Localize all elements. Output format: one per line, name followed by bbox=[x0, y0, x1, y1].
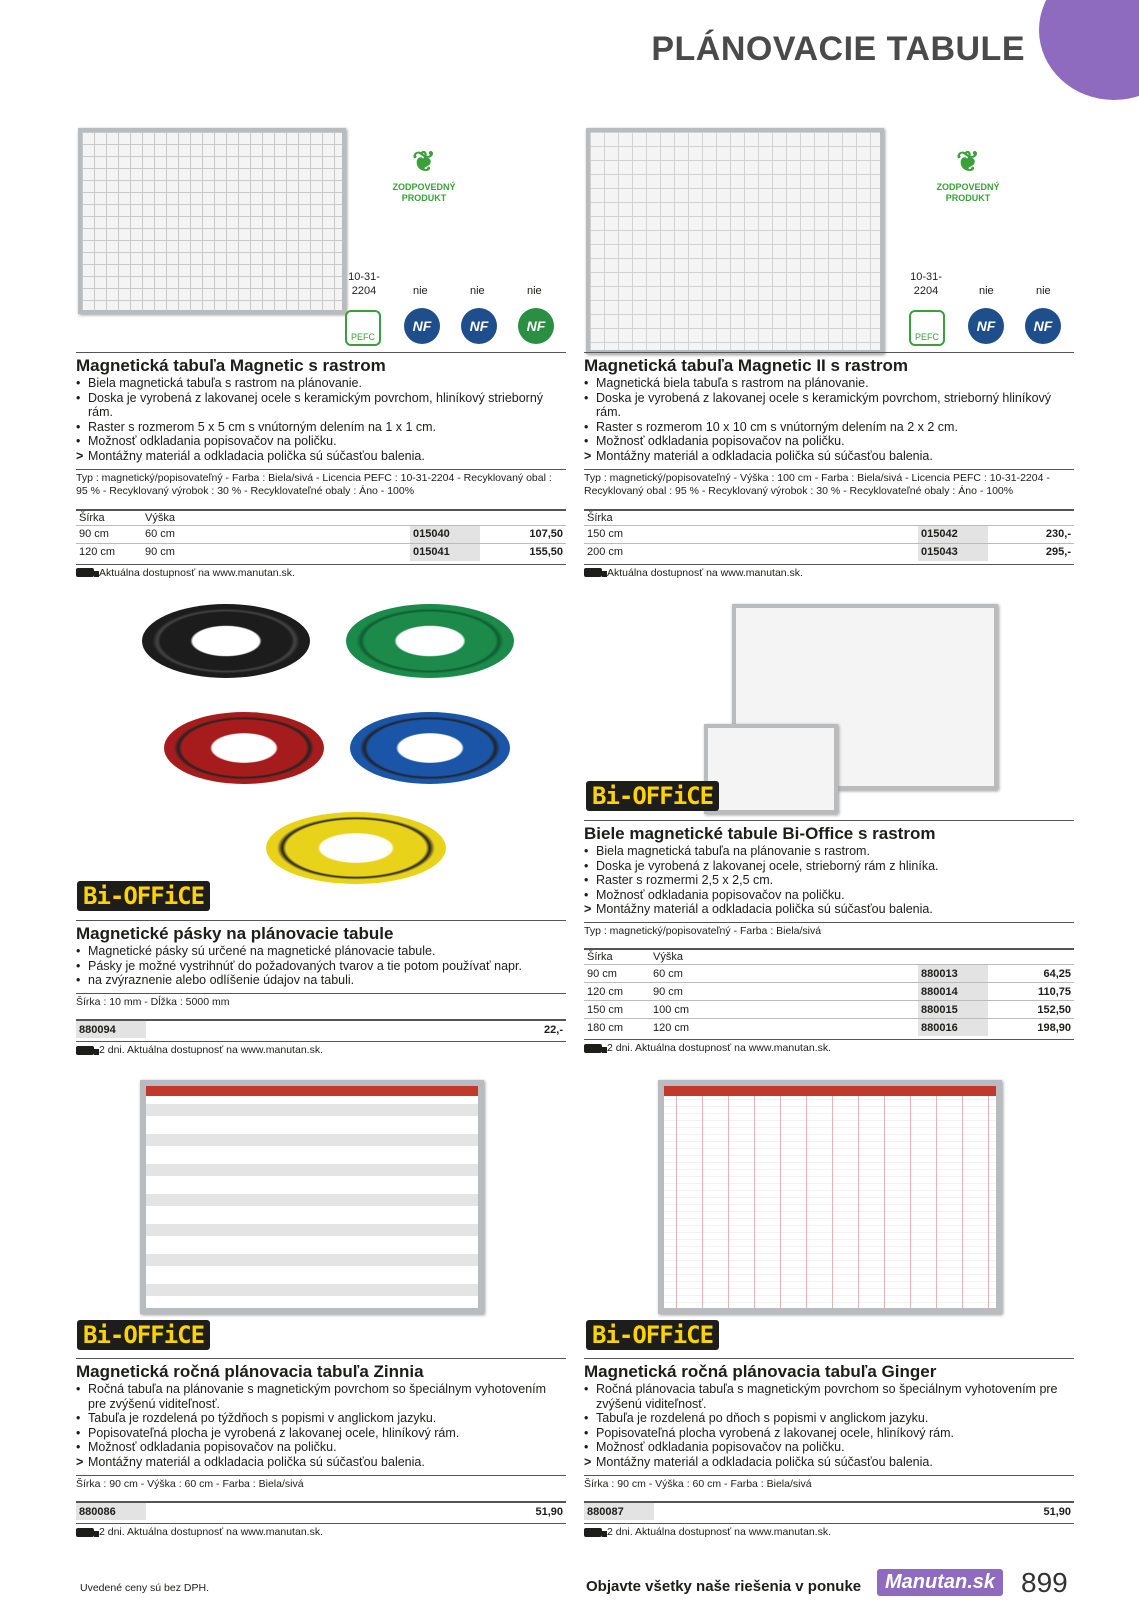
bullet-list bbox=[584, 376, 1074, 464]
page-number: 899 bbox=[1021, 1567, 1068, 1598]
table-row: 90 cm 60 cm 880013 64,25 bbox=[584, 965, 1074, 983]
table-row: 880087 51,90 bbox=[584, 1502, 1074, 1520]
price-table: Šírka Výška 90 cm 60 cm 880013 64,25 120 cm 90 cm 880014 110,75 150 cm 100 cm 880015 152,50 180 cm 120 cm 880016 198,90 bbox=[584, 948, 1074, 1036]
product-title: Magnetické pásky na plánovacie tabule bbox=[76, 920, 566, 944]
tape-roll-yellow bbox=[266, 812, 446, 884]
bullet: • Popisovateľná plocha je vyrobená z lakovanej ocele, hliníkový rám. bbox=[76, 1426, 566, 1441]
product-title: Magnetická tabuľa Magnetic II s rastrom bbox=[584, 352, 1074, 376]
bullet: • Možnosť odkladania popisovačov na poličku. bbox=[584, 1440, 1074, 1455]
table-row: 880094 22,- bbox=[76, 1020, 566, 1038]
nf-logo: NF bbox=[1025, 308, 1061, 344]
pefc-logo: PEFC bbox=[909, 310, 945, 346]
price-table: Šírka Výška 90 cm 60 cm 015040 107,50 120 cm 90 cm 015041 155,50 bbox=[76, 509, 566, 561]
price-table bbox=[76, 1019, 566, 1038]
brand-logo: Bi-OFFiCE bbox=[586, 781, 719, 811]
spec-line: Typ : magnetický/popisovateľný - Farba : Biela/sivá - Licencia PEFC : 10-31-2204 - Recyklovaný obal : 95 % - Recyklovaný výrobok : 30 % - Recyklovateľné obaly : Áno - 100% bbox=[76, 469, 566, 499]
bullet-list bbox=[76, 1382, 566, 1470]
product-block-p3 bbox=[76, 920, 566, 1056]
product-title: Magnetická ročná plánovacia tabuľa Zinnia bbox=[76, 1358, 566, 1382]
page-title: PLÁNOVACIE TABULE bbox=[651, 30, 1025, 68]
spec-line: Šírka : 90 cm - Výška : 60 cm - Farba : Biela/sivá bbox=[76, 1475, 566, 1492]
footer-cta: Objavte všetky naše riešenia v ponuke bbox=[586, 1578, 862, 1595]
product-block-p1 bbox=[76, 352, 566, 579]
brand-logo: Bi-OFFiCE bbox=[77, 881, 210, 911]
bullet: • na zvýraznenie alebo odlíšenie údajov na tabuli. bbox=[76, 973, 566, 988]
tape-roll-blue bbox=[350, 712, 510, 784]
nf-logo: NF bbox=[404, 308, 440, 344]
badge-value: nie bbox=[470, 285, 485, 297]
truck-icon bbox=[584, 1044, 602, 1053]
badge-value: nie bbox=[413, 285, 428, 297]
product-image-magnetic-ii bbox=[586, 128, 884, 354]
bullet: • Možnosť odkladania popisovačov na poličku. bbox=[584, 434, 1074, 449]
bullet: • Tabuľa je rozdelená po týždňoch s popismi v anglickom jazyku. bbox=[76, 1411, 566, 1426]
product-title: Magnetická ročná plánovacia tabuľa Ginger bbox=[584, 1358, 1074, 1382]
spec-line: Šírka : 90 cm - Výška : 60 cm - Farba : Biela/sivá bbox=[584, 1475, 1074, 1492]
table-row: 880086 51,90 bbox=[76, 1502, 566, 1520]
bullet: • Popisovateľná plocha vyrobená z lakovanej ocele, hliníkový rám. bbox=[584, 1426, 1074, 1441]
pefc-code: 10-31-2204 bbox=[910, 271, 942, 297]
bullet: • Doska je vyrobená z lakovanej ocele s keramickým povrchom, hliníkový strieborný rám. bbox=[76, 391, 566, 420]
badge-value: nie bbox=[979, 285, 994, 297]
plant-icon: ❦ bbox=[412, 146, 436, 177]
truck-icon bbox=[584, 568, 602, 577]
bullet: > Montážny materiál a odkladacia polička sú súčasťou balenia. bbox=[584, 449, 1074, 464]
spec-line: Typ : magnetický/popisovateľný - Farba : Biela/sivá bbox=[584, 922, 1074, 939]
bullet: • Magnetická biela tabuľa s rastrom na plánovanie. bbox=[584, 376, 1074, 391]
product-image-board-small bbox=[704, 724, 838, 814]
bullet: • Možnosť odkladania popisovačov na poličku. bbox=[584, 888, 1074, 903]
badge-value: nie bbox=[1036, 285, 1051, 297]
availability: Aktuálna dostupnosť na www.manutan.sk. bbox=[584, 564, 1074, 579]
table-row: 150 cm 100 cm 880015 152,50 bbox=[584, 1001, 1074, 1019]
bullet: • Tabuľa je rozdelená po dňoch s popismi v anglickom jazyku. bbox=[584, 1411, 1074, 1426]
spec-line: Typ : magnetický/popisovateľný - Výška : 100 cm - Farba : Biela/sivá - Licencia PEFC : 10-31-2204 - Recyklovaný obal : 95 % - Recyklovaný výrobok : 30 % - Recyklovateľné obaly : Áno - 100% bbox=[584, 469, 1074, 499]
truck-icon bbox=[76, 568, 94, 577]
bullet: • Doska je vyrobená z lakovanej ocele, strieborný rám z hliníka. bbox=[584, 859, 1074, 874]
product-block-p6 bbox=[584, 1358, 1074, 1538]
nf-logo: NF bbox=[968, 308, 1004, 344]
bullet: > Montážny materiál a odkladacia polička sú súčasťou balenia. bbox=[584, 1455, 1074, 1470]
pefc-code: 10-31-2204 bbox=[348, 271, 380, 297]
product-image-magnetic bbox=[78, 128, 346, 314]
bullet-list bbox=[76, 944, 566, 988]
availability: 2 dni. Aktuálna dostupnosť na www.manutan.sk. bbox=[76, 1041, 566, 1056]
brand-logo: Bi-OFFiCE bbox=[77, 1320, 210, 1350]
product-block-p5 bbox=[76, 1358, 566, 1538]
tape-roll-red bbox=[164, 712, 324, 784]
product-image-zinnia bbox=[140, 1080, 484, 1314]
bullet: • Raster s rozmerom 10 x 10 cm s vnútorným delením na 2 x 2 cm. bbox=[584, 420, 1074, 435]
product-image-ginger bbox=[658, 1080, 1002, 1314]
availability: Aktuálna dostupnosť na www.manutan.sk. bbox=[76, 564, 566, 579]
bullet: • Možnosť odkladania popisovačov na poličku. bbox=[76, 1440, 566, 1455]
spec-line: Šírka : 10 mm - Dĺžka : 5000 mm bbox=[76, 993, 566, 1010]
price-table: Šírka 150 cm 015042 230,- 200 cm 015043 295,- bbox=[584, 509, 1074, 561]
tape-roll-green bbox=[346, 604, 514, 678]
bullet: • Magnetické pásky sú určené na magnetické plánovacie tabule. bbox=[76, 944, 566, 959]
eco-badge: ❦ ZODPOVEDNÝ PRODUKT bbox=[933, 142, 1003, 204]
table-row: 200 cm 015043 295,- bbox=[584, 543, 1074, 561]
bullet: • Pásky je možné vystrihnúť do požadovaných tvarov a tie potom používať napr. bbox=[76, 959, 566, 974]
bullet: • Možnosť odkladania popisovačov na poličku. bbox=[76, 434, 566, 449]
bullet: • Ročná tabuľa na plánovanie s magnetickým povrchom so špeciálnym vyhotovením pre zvýšenú viditeľnosť. bbox=[76, 1382, 566, 1411]
bullet: • Biela magnetická tabuľa s rastrom na plánovanie. bbox=[76, 376, 566, 391]
product-title: Biele magnetické tabule Bi-Office s rastrom bbox=[584, 820, 1074, 844]
table-row: 120 cm 90 cm 880014 110,75 bbox=[584, 983, 1074, 1001]
price-note: Uvedené ceny sú bez DPH. bbox=[80, 1582, 209, 1594]
table-row: 150 cm 015042 230,- bbox=[584, 525, 1074, 543]
bullet-list bbox=[76, 376, 566, 464]
bullet-list bbox=[584, 1382, 1074, 1470]
bullet-list bbox=[584, 844, 1074, 917]
truck-icon bbox=[76, 1046, 94, 1055]
availability: 2 dni. Aktuálna dostupnosť na www.manutan.sk. bbox=[76, 1523, 566, 1538]
product-title: Magnetická tabuľa Magnetic s rastrom bbox=[76, 352, 566, 376]
bullet: • Doska je vyrobená z lakovanej ocele s keramickým povrchom, strieborný hliníkový rám. bbox=[584, 391, 1074, 420]
bullet: • Raster s rozmermi 2,5 x 2,5 cm. bbox=[584, 873, 1074, 888]
price-table bbox=[584, 1501, 1074, 1520]
corner-tab bbox=[1039, 0, 1139, 100]
price-table bbox=[76, 1501, 566, 1520]
bullet: > Montážny materiál a odkladacia polička sú súčasťou balenia. bbox=[584, 902, 1074, 917]
brand-logo: Bi-OFFiCE bbox=[586, 1320, 719, 1350]
bullet: > Montážny materiál a odkladacia polička sú súčasťou balenia. bbox=[76, 449, 566, 464]
badge-value: nie bbox=[527, 285, 542, 297]
bullet: • Biela magnetická tabuľa na plánovanie s rastrom. bbox=[584, 844, 1074, 859]
nf-logo: NF bbox=[518, 308, 554, 344]
bullet: • Ročná plánovacia tabuľa s magnetickým povrchom so špeciálnym vyhotovením pre zvýšenú viditeľnosť. bbox=[584, 1382, 1074, 1411]
nf-logo: NF bbox=[461, 308, 497, 344]
availability: 2 dni. Aktuálna dostupnosť na www.manutan.sk. bbox=[584, 1523, 1074, 1538]
product-block-p2 bbox=[584, 352, 1074, 579]
truck-icon bbox=[584, 1528, 602, 1537]
tape-roll-black bbox=[142, 604, 310, 678]
eco-badge: ❦ ZODPOVEDNÝ PRODUKT bbox=[389, 142, 459, 204]
manutan-logo[interactable]: Manutan.sk bbox=[877, 1569, 1003, 1596]
bullet: • Raster s rozmerom 5 x 5 cm s vnútorným delením na 1 x 1 cm. bbox=[76, 420, 566, 435]
table-row: 120 cm 90 cm 015041 155,50 bbox=[76, 543, 566, 561]
bullet: > Montážny materiál a odkladacia polička sú súčasťou balenia. bbox=[76, 1455, 566, 1470]
availability: 2 dni. Aktuálna dostupnosť na www.manutan.sk. bbox=[584, 1039, 1074, 1054]
pefc-logo: PEFC bbox=[345, 310, 381, 346]
truck-icon bbox=[76, 1528, 94, 1537]
table-row: 180 cm 120 cm 880016 198,90 bbox=[584, 1019, 1074, 1037]
plant-icon: ❦ bbox=[956, 146, 980, 177]
table-row: 90 cm 60 cm 015040 107,50 bbox=[76, 525, 566, 543]
product-block-p4 bbox=[584, 820, 1074, 1054]
